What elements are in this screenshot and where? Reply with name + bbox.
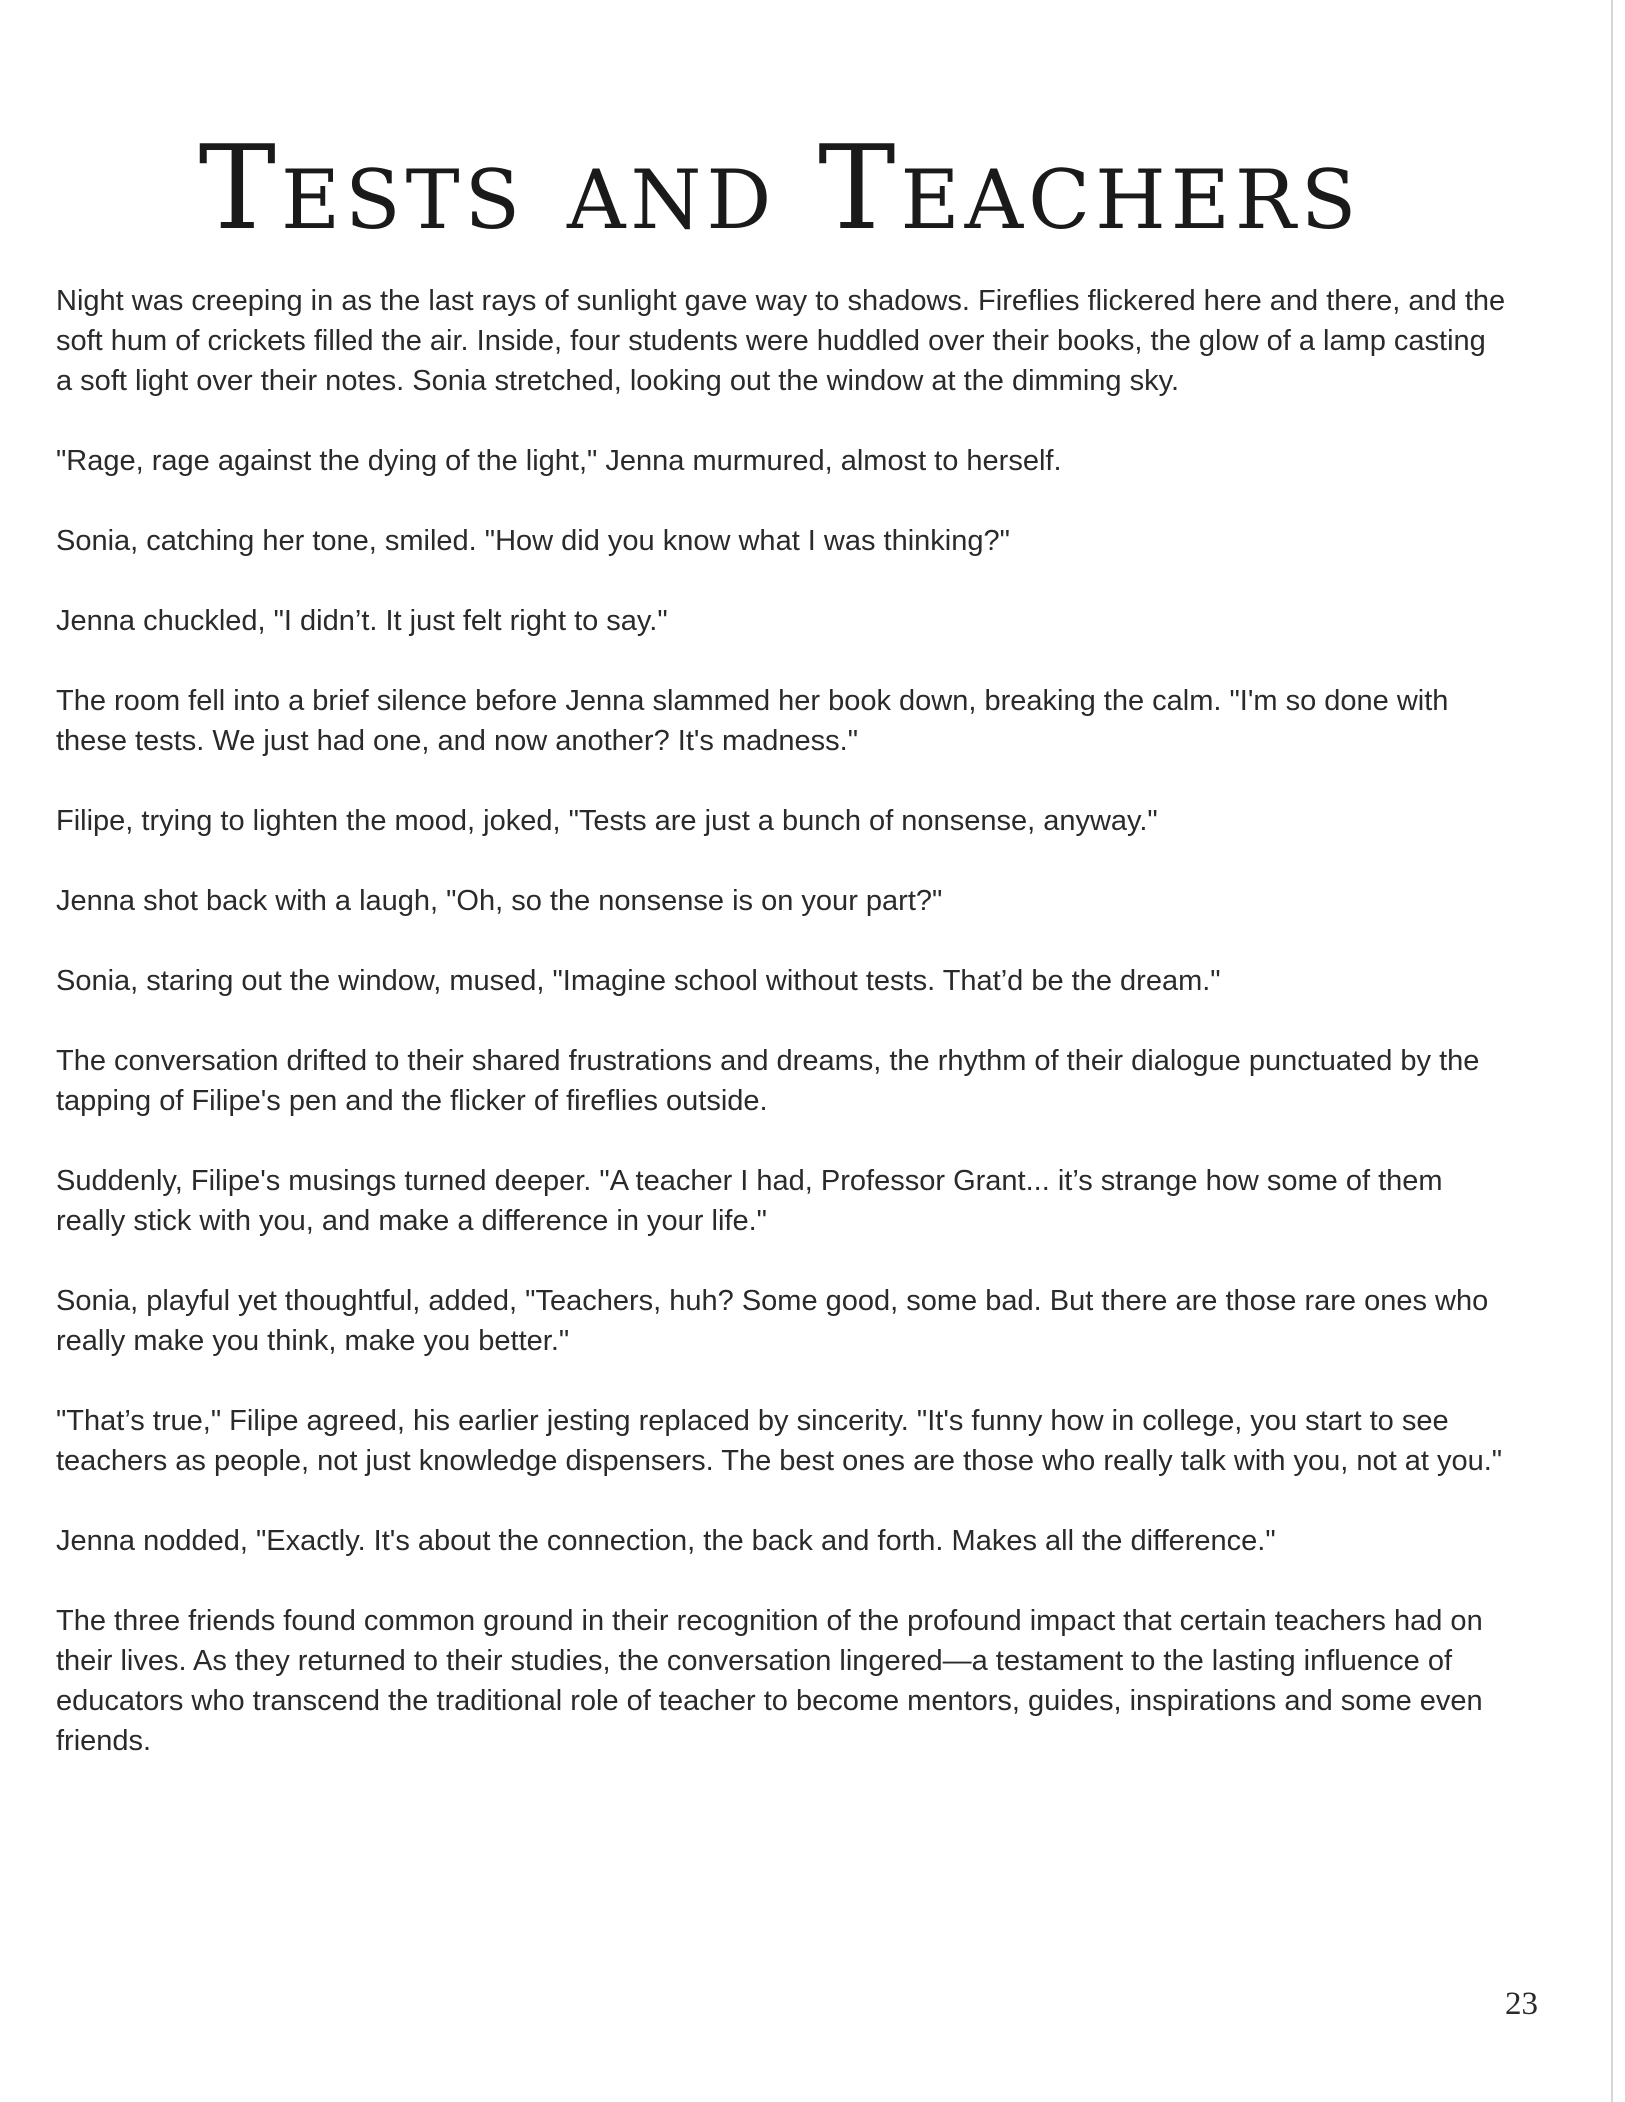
paragraph: "That’s true," Filipe agreed, his earlier jesting replaced by sincerity. "It's funny how in college, you start to see teachers as people, not just knowledge dispensers. The best ones are those who really talk with you, not at you.": [56, 1405, 1503, 1477]
chapter-title: Tests and Teachers: [198, 121, 1362, 256]
paragraph: Sonia, catching her tone, smiled. "How did you know what I was thinking?": [56, 525, 1010, 557]
page-edge-divider: [1611, 0, 1613, 2102]
paragraph: The room fell into a brief silence before Jenna slammed her book down, breaking the calm. "I'm so done with these tests. We just had one, and now another? It's madness.": [56, 685, 1449, 757]
paragraph: Sonia, playful yet thoughtful, added, "Teachers, huh? Some good, some bad. But there are those rare ones who really make you think, make you better.": [56, 1285, 1489, 1357]
paragraph: Suddenly, Filipe's musings turned deeper. "A teacher I had, Professor Grant... it’s strange how some of them really stick with you, and make a difference in your life.": [56, 1165, 1443, 1237]
paragraph: Jenna chuckled, "I didn’t. It just felt right to say.": [56, 605, 668, 637]
paragraph: Night was creeping in as the last rays of sunlight gave way to shadows. Fireflies flickered here and there, and the soft hum of crickets filled the air. Inside, four students were huddled over their books, the glow of a lamp casting a soft light over their notes. Sonia stretched, looking out the window at the dimming sky.: [56, 285, 1506, 397]
paragraph: The conversation drifted to their shared frustrations and dreams, the rhythm of their dialogue punctuated by the tapping of Filipe's pen and the flicker of fireflies outside.: [56, 1045, 1480, 1117]
paragraph: Jenna nodded, "Exactly. It's about the connection, the back and forth. Makes all the difference.": [56, 1525, 1276, 1557]
paragraph: Filipe, trying to lighten the mood, joked, "Tests are just a bunch of nonsense, anyway.": [56, 805, 1158, 837]
chapter-body: [56, 281, 1506, 1801]
paragraph: Jenna shot back with a laugh, "Oh, so the nonsense is on your part?": [56, 885, 943, 917]
page-number: 23: [1505, 1986, 1538, 2022]
paragraph: The three friends found common ground in their recognition of the profound impact that certain teachers had on their lives. As they returned to their studies, the conversation lingered—a testament to the lasting influence of educators who transcend the traditional role of teacher to become mentors, guides, inspirations and some even friends.: [56, 1605, 1483, 1757]
paragraph: Sonia, staring out the window, mused, "Imagine school without tests. That’d be the dream.": [56, 965, 1221, 997]
paragraph: "Rage, rage against the dying of the light," Jenna murmured, almost to herself.: [56, 445, 1062, 477]
